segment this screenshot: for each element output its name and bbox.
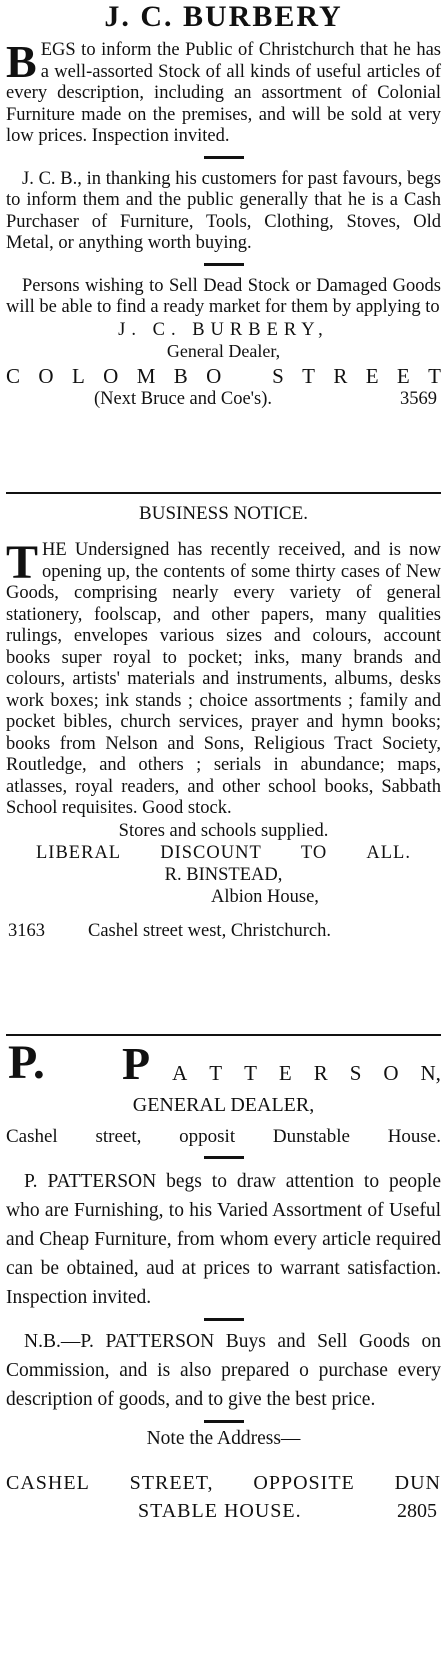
ad-patterson-address: Cashel street, opposit Dunstable House. bbox=[6, 1126, 441, 1147]
short-divider bbox=[204, 1318, 244, 1321]
ad-patterson-initial: P. bbox=[8, 1036, 45, 1089]
ad-patterson-subtitle: GENERAL DEALER, bbox=[132, 1094, 315, 1116]
ad-business-notice-body: THE Undersigned has recently received, and is now opening up, the contents of some thirty cases of New Goods, comprising nearly every variety of general stationery, foolscap, and other papers, many qualities rulings, envelopes various sizes and colours, account books super royal to pocket; inks, many brands and colours, artists' materials and instruments, albums, desks work boxes; ink stands ; choice assortments ; family and pocket bibles, church services, prayer and hymn books; books from Nelson and Sons, Religious Tract Society, Routledge, and others ; serials in abundance; maps, atlasses, royal readers, and other school books, Sabbath School requisites. Good stock. bbox=[6, 536, 441, 818]
drop-cap: B bbox=[6, 36, 37, 87]
ad-patterson-note: Note the Address— bbox=[146, 1428, 301, 1449]
ad-burbery-paragraph-1: BEGS to inform the Public of Christchurch that he has a well-assorted Stock of all kinds of useful articles of every description, including an assortment of Colonial Furniture made on the premises, and will be sold at very low prices. Inspection invited. bbox=[6, 36, 441, 146]
short-divider bbox=[204, 1156, 244, 1159]
reference-number: 2805 bbox=[397, 1500, 437, 1522]
ad-patterson-paragraph-2: N.B.—P. PATTERSON Buys and Sell Goods on Commission, and is also prepared o purchase every description of goods, and to give the best price. bbox=[6, 1331, 441, 1410]
ad-business-notice-discount: LIBERAL DISCOUNT TO ALL. bbox=[36, 842, 411, 863]
short-divider bbox=[204, 263, 244, 266]
ad-burbery-street: C O L O M B O S T R E E T bbox=[6, 363, 441, 388]
drop-cap: T bbox=[6, 536, 39, 589]
short-divider bbox=[204, 1420, 244, 1423]
ad-business-notice-address-line: 3163 Cashel street west, Christchurch. bbox=[8, 920, 332, 941]
ad-patterson-header bbox=[6, 1036, 441, 1089]
ad-business-notice bbox=[6, 502, 441, 942]
ad-burbery-title: J. C. BURBERY bbox=[104, 0, 343, 33]
ad-burbery-signature-name: J. C. BURBERY, bbox=[118, 319, 329, 340]
short-divider bbox=[204, 156, 244, 159]
reference-number: 3569 bbox=[400, 388, 437, 409]
ad-patterson-address-line-2: STABLE HOUSE. 2805 bbox=[6, 1497, 441, 1525]
ad-patterson-address-line-1: CASHEL STREET, OPPOSITE DUN bbox=[6, 1472, 441, 1494]
section-divider bbox=[6, 1034, 441, 1036]
ad-business-notice-house: Albion House, bbox=[211, 886, 319, 907]
ad-burbery-next-to-line: (Next Bruce and Coe's). 3569 bbox=[94, 388, 437, 409]
ad-burbery bbox=[6, 0, 441, 410]
ad-burbery-signature-role: General Dealer, bbox=[166, 340, 281, 361]
ad-patterson-name: P A T T E R S O N, bbox=[122, 1038, 441, 1089]
ad-business-notice-stores: Stores and schools supplied. bbox=[118, 820, 329, 841]
ad-burbery-paragraph-2: J. C. B., in thanking his customers for past favours, begs to inform them and the public generally that he is a Cash Purchaser of Furniture, Tools, Clothing, Stoves, Old Metal, or anything worth buying. bbox=[6, 168, 441, 253]
reference-number: 3163 bbox=[8, 920, 45, 941]
ad-patterson bbox=[6, 1036, 441, 1525]
section-divider bbox=[6, 492, 441, 494]
ad-business-notice-name: R. BINSTEAD, bbox=[164, 864, 283, 885]
ad-burbery-paragraph-3: Persons wishing to Sell Dead Stock or Damaged Goods will be able to find a ready market for them by applying to bbox=[6, 275, 441, 317]
ad-patterson-paragraph-1: P. PATTERSON begs to draw attention to people who are Furnishing, to his Varied Assortment of Useful and Cheap Furniture, from whom every article required can be obtained, aud at prices to warrant satisfaction. Inspection invited. bbox=[6, 1171, 441, 1308]
ad-business-notice-title: BUSINESS NOTICE. bbox=[139, 503, 308, 524]
